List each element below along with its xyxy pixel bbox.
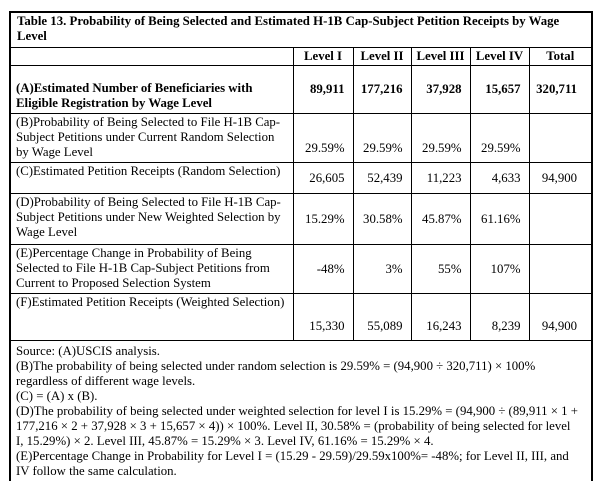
row-f-level-i: 15,330 — [293, 294, 353, 341]
footnote-b: (B)The probability of being selected under random selection is 29.59% = (94,900 ÷ 320,711) × 100% regardless of different wage levels. — [16, 359, 536, 388]
row-c-label: (C)Estimated Petition Receipts (Random Selection) — [10, 163, 293, 194]
row-d-level-i: 15.29% — [293, 194, 353, 245]
row-e-label: (E)Percentage Change in Probability of Being Selected to File H-1B Cap-Subject Petitions from Current to Proposed Selection System — [10, 245, 293, 294]
row-f-total: 94,900 — [529, 294, 592, 341]
row-a-label: (A)Estimated Number of Beneficiaries with Eligible Registration by Wage Level — [10, 66, 293, 114]
row-e-total — [529, 245, 592, 294]
row-a-level-i: 89,911 — [293, 66, 353, 114]
column-header-total: Total — [529, 48, 592, 66]
column-header-level-iv: Level IV — [470, 48, 529, 66]
footnote-e: (E)Percentage Change in Probability for Level I = (15.29 - 29.59)/29.59x100%= -48%; for Level II, III, and IV follow the same calculation. — [16, 449, 569, 478]
row-e-level-i: -48% — [293, 245, 353, 294]
row-a-level-iv: 15,657 — [470, 66, 529, 114]
row-f-label: (F)Estimated Petition Receipts (Weighted Selection) — [10, 294, 293, 341]
row-e-level-ii: 3% — [353, 245, 411, 294]
footnote-source: Source: (A)USCIS analysis. — [16, 344, 160, 358]
row-b-total — [529, 114, 592, 163]
table-title-row — [10, 12, 592, 48]
column-header-level-ii: Level II — [353, 48, 411, 66]
row-b-level-ii: 29.59% — [353, 114, 411, 163]
row-e-level-iii: 55% — [411, 245, 470, 294]
row-c-level-ii: 52,439 — [353, 163, 411, 194]
row-a-level-iii: 37,928 — [411, 66, 470, 114]
column-header-level-i: Level I — [293, 48, 353, 66]
row-c-level-iv: 4,633 — [470, 163, 529, 194]
row-d-total — [529, 194, 592, 245]
row-e-level-iv: 107% — [470, 245, 529, 294]
table-row-c — [10, 163, 592, 194]
table-row-f — [10, 294, 592, 341]
row-b-label: (B)Probability of Being Selected to File H-1B Cap-Subject Petitions under Current Random Selection by Wage Level — [10, 114, 293, 163]
row-f-level-iv: 8,239 — [470, 294, 529, 341]
table-row-b — [10, 114, 592, 163]
table-header-row — [10, 48, 592, 66]
row-d-level-ii: 30.58% — [353, 194, 411, 245]
table-row-d — [10, 194, 592, 245]
row-b-level-iii: 29.59% — [411, 114, 470, 163]
row-a-level-ii: 177,216 — [353, 66, 411, 114]
corner-cell — [10, 48, 293, 66]
footnote-c: (C) = (A) x (B). — [16, 389, 98, 403]
footnote-cell — [10, 341, 592, 481]
row-f-level-iii: 16,243 — [411, 294, 470, 341]
row-d-level-iv: 61.16% — [470, 194, 529, 245]
row-a-total: 320,711 — [529, 66, 592, 114]
row-b-level-i: 29.59% — [293, 114, 353, 163]
row-d-label: (D)Probability of Being Selected to File H-1B Cap-Subject Petitions under New Weighted Selection by Wage Level — [10, 194, 293, 245]
table-row-a — [10, 66, 592, 114]
table-title: Table 13. Probability of Being Selected and Estimated H-1B Cap-Subject Petition Receipts by Wage Level — [10, 12, 592, 48]
row-b-level-iv: 29.59% — [470, 114, 529, 163]
table-row-e — [10, 245, 592, 294]
table-footnote-row — [10, 341, 592, 481]
row-c-level-i: 26,605 — [293, 163, 353, 194]
footnote-d: (D)The probability of being selected under weighted selection for level I is 15.29% = (94,900 ÷ (89,911 × 1 + 177,216 × 2 + 37,928 × 3 + 15,657 × 4)) × 100%. Level II, 30.58% = (probability of being selected for level I, 15.29%) × 2. Level III, 45.87% = 15.29% × 3. Level IV, 61.16% = 15.29% × 4. — [16, 404, 578, 448]
row-c-level-iii: 11,223 — [411, 163, 470, 194]
column-header-level-iii: Level III — [411, 48, 470, 66]
row-d-level-iii: 45.87% — [411, 194, 470, 245]
row-c-total: 94,900 — [529, 163, 592, 194]
h1b-selection-probability-table — [9, 11, 593, 481]
row-f-level-ii: 55,089 — [353, 294, 411, 341]
